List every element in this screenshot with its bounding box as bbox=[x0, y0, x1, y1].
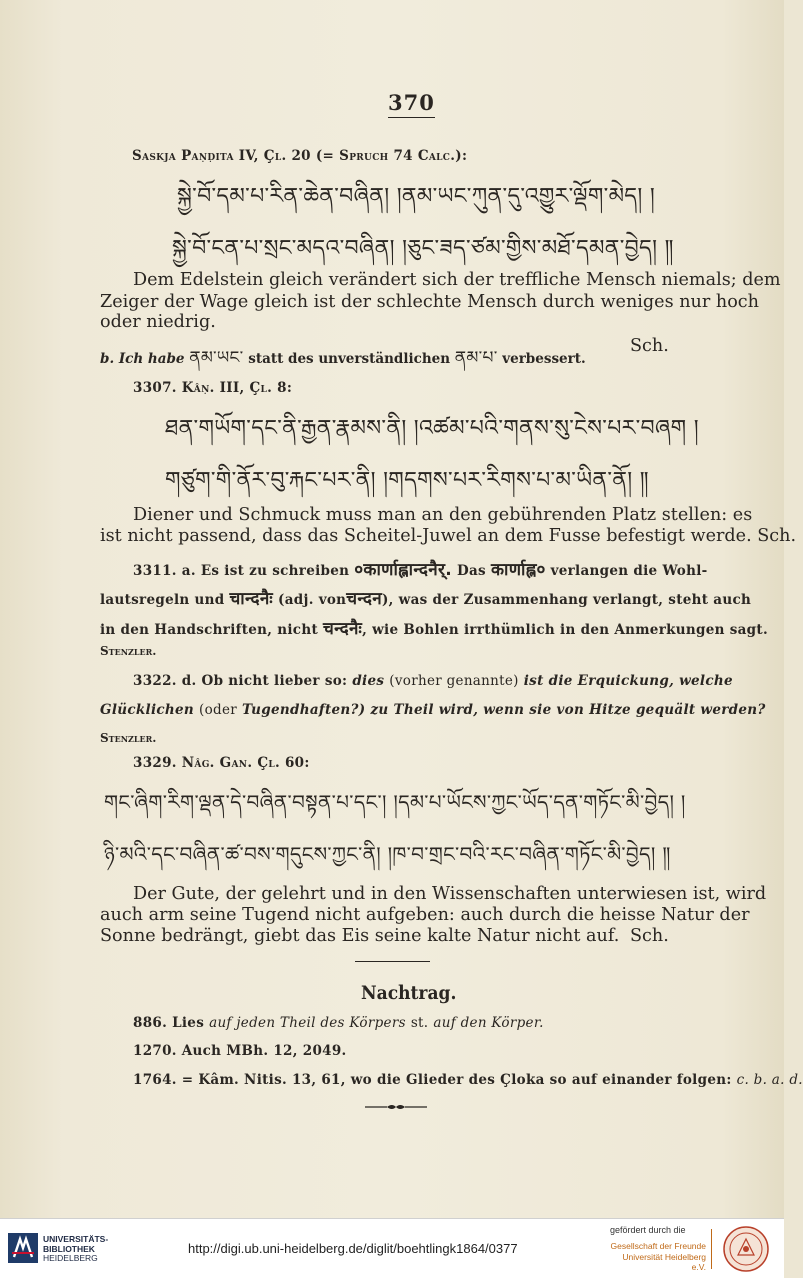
page-number: 370 bbox=[388, 90, 435, 118]
devanagari-word: चन्दनैः bbox=[322, 619, 363, 639]
university-library-logo-icon bbox=[8, 1233, 38, 1263]
translation-line: Zeiger der Wage gleich ist der schlechte Mensch durch weniges nur hoch bbox=[100, 292, 759, 312]
note-line bbox=[133, 673, 733, 689]
note-text: verbessert. bbox=[502, 351, 586, 367]
note-text: Das bbox=[456, 563, 486, 579]
note-text: 1764. = Kâm. Nitis. 13, 61, wo die Glieder des Çloka so auf einander folgen: bbox=[133, 1072, 732, 1088]
note-line bbox=[100, 616, 768, 639]
devanagari-word: ०कार्णाह्लान्दनैर्. bbox=[354, 560, 452, 580]
note-text: st. bbox=[410, 1015, 429, 1031]
note-text: ), was der Zusammenhang verlangt, steht auch bbox=[381, 592, 752, 608]
translation-line: auch arm seine Tugend nicht aufgeben: auch durch die heisse Natur der bbox=[100, 905, 750, 925]
note-text: 3311. a. Es ist zu schreiben bbox=[133, 563, 350, 579]
sponsor-name-line: Gesellschaft der Freunde bbox=[610, 1241, 706, 1251]
translation-line: Dem Edelstein gleich verändert sich der treffliche Mensch niemals; dem bbox=[133, 270, 781, 290]
tibetan-word: ནམ་ཡང་ bbox=[189, 348, 244, 368]
tibetan-verse-line: གཙུག་གི་ནོར་བུ་རྐང་པར་ནི། །གདགས་པར་རིགས་པ་མ་ཡིན་ནོ། ༎ bbox=[165, 468, 649, 493]
section-heading-saskja: Saskja Paṇḍita IV, Çl. 20 (= Spruch 74 Calc.): bbox=[132, 148, 468, 164]
footer-divider bbox=[711, 1229, 712, 1269]
sponsor-name-line: Universität Heidelberg e.V. bbox=[622, 1251, 706, 1272]
library-name bbox=[43, 1235, 108, 1264]
note-italic: zu Theil wird, wenn sie von Hitze gequält werden? bbox=[370, 702, 766, 718]
note-text: in den Handschriften, nicht bbox=[100, 622, 318, 638]
ornament-flourish bbox=[365, 1103, 427, 1111]
signature: Sch. bbox=[630, 926, 669, 946]
sponsor-name bbox=[610, 1241, 706, 1273]
translation-line: Diener und Schmuck muss man an den gebührenden Platz stellen: es bbox=[133, 505, 753, 525]
addendum-line: 1270. Auch MBh. 12, 2049. bbox=[133, 1043, 347, 1059]
note-text: lautsregeln und bbox=[100, 592, 225, 608]
note-italic: auf jeden Theil des Körpers bbox=[209, 1015, 406, 1031]
note-italic: dies bbox=[352, 673, 385, 689]
tibetan-verse-line: སྐྱེ་བོ་ངན་པ་སྲང་མདའ་བཞིན། །ཅུང་ཟད་ཙམ་གྱིས་མཐོ་དམན་བྱེད། ༎ bbox=[172, 236, 674, 261]
section-divider bbox=[355, 961, 430, 962]
devanagari-word: कार्णाह्ल० bbox=[490, 560, 546, 580]
university-seal-icon bbox=[722, 1225, 770, 1273]
library-name-line: BIBLIOTHEK bbox=[43, 1243, 95, 1254]
note-text: (vorher genannte) bbox=[389, 673, 519, 689]
devanagari-word: चान्दनैः bbox=[229, 589, 274, 609]
signature-stenzler: Stenzler. bbox=[100, 731, 157, 745]
note-text: verlangen die Wohl- bbox=[550, 563, 708, 579]
library-name-line: HEIDELBERG bbox=[43, 1253, 98, 1263]
nachtrag-heading: Nachtrag. bbox=[361, 982, 457, 1004]
signature-stenzler: Stenzler. bbox=[100, 644, 157, 658]
translation-line: oder niedrig. bbox=[100, 312, 216, 332]
note-text: 3322. d. Ob nicht lieber so: bbox=[133, 673, 348, 689]
tibetan-verse-line: ཉི་མའི་དང་བཞིན་ཚ་བས་གདུངས་ཀྱང་ནི། །ཁ་བ་གྲང་བའི་རང་བཞིན་གཏོང་མི་བྱེད། ༎ bbox=[104, 842, 671, 866]
translation-line: ist nicht passend, dass das Scheitel-Juwel an dem Fusse befestigt werde. Sch. bbox=[100, 526, 797, 546]
tibetan-verse-line: སྐྱེ་བོ་དམ་པ་རིན་ཆེན་བཞིན། །ནམ་ཡང་ཀུན་དུ་འགྱུར་ལྡོག་མེད། ། bbox=[177, 184, 656, 209]
note-line bbox=[100, 702, 766, 718]
sponsor-label: gefördert durch die bbox=[610, 1225, 686, 1235]
signature: Sch. bbox=[630, 336, 669, 356]
permalink-url[interactable]: http://digi.ub.uni-heidelberg.de/diglit/boehtlingk1864/0377 bbox=[188, 1241, 518, 1256]
footer-bar bbox=[0, 1218, 784, 1278]
section-heading-nag: 3329. Nâg. Gan. Çl. 60: bbox=[133, 755, 310, 771]
translation-line: Sonne bedrängt, giebt das Eis seine kalte Natur nicht auf. bbox=[100, 926, 620, 946]
tibetan-verse-line: གང་ཞིག་རིག་ལྡན་དེ་བཞིན་བསྟན་པ་དང་། །དམ་པ་ཡོངས་ཀྱང་ཡོད་དན་གཏོང་མི་བྱེད། ། bbox=[104, 790, 686, 814]
note-text: (oder bbox=[199, 702, 238, 718]
note-italic: Glücklichen bbox=[100, 702, 195, 718]
note-text: , wie Bohlen irrthümlich in den Anmerkungen sagt. bbox=[362, 622, 768, 638]
note-italic: Tugendhaften?) bbox=[242, 702, 366, 718]
note-text: 886. Lies bbox=[133, 1015, 205, 1031]
tibetan-verse-line: ཐན་གཡོག་དང་ནི་རྒྱན་རྣམས་ནི། །འཚམ་པའི་གནས་སུ་ངེས་པར་བཞག ། bbox=[165, 416, 699, 441]
note-text: (adj. von bbox=[278, 592, 347, 608]
note-text: statt des unverständlichen bbox=[248, 351, 451, 367]
section-heading-kan: 3307. Kâṇ. III, Çl. 8: bbox=[133, 380, 293, 396]
note-line bbox=[100, 586, 751, 609]
translation-line: Der Gute, der gelehrt und in den Wissenschaften unterwiesen ist, wird bbox=[133, 884, 767, 904]
note-line bbox=[133, 557, 708, 580]
addendum-line bbox=[133, 1015, 544, 1031]
note-italic: c. b. a. d. bbox=[736, 1072, 803, 1088]
note-italic: auf den Körper. bbox=[433, 1015, 544, 1031]
addendum-line bbox=[133, 1072, 803, 1088]
devanagari-word: चन्दन bbox=[346, 589, 382, 609]
note-italic: ist die Erquickung, welche bbox=[523, 673, 733, 689]
library-name-line: UNIVERSITÄTS- bbox=[43, 1234, 109, 1244]
note-text: b. Ich habe bbox=[100, 351, 185, 367]
footnote-line bbox=[100, 338, 586, 386]
tibetan-word: ནམ་པ་ bbox=[454, 348, 498, 368]
